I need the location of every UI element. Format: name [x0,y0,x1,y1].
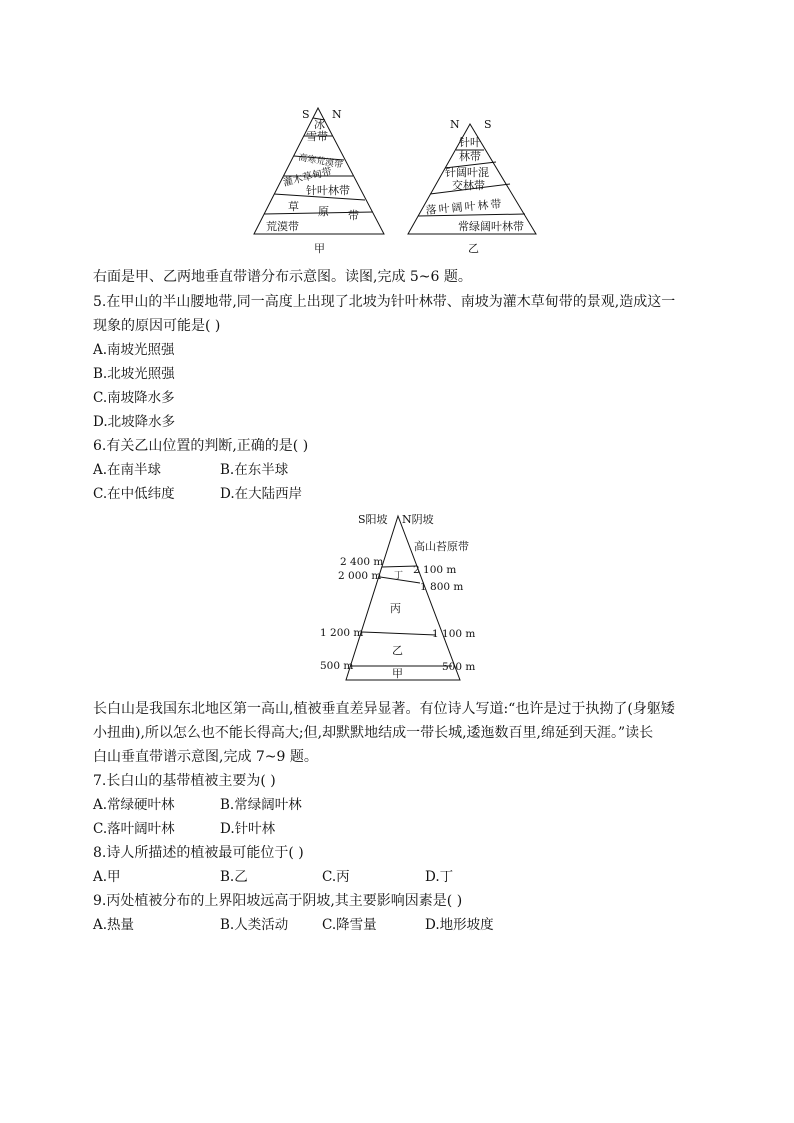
yi-zone-conifer-2: 林带 [459,150,481,163]
intro-7-9-line3: 白山垂直带谱示意图,完成 7~9 题。 [93,749,318,765]
q9-stem: 9.丙处植被分布的上界阳坡远高于阴坡,其主要影响因素是( ) [93,893,463,909]
jia-n-label: N [332,108,342,121]
intro-5-6: 右面是甲、乙两地垂直带谱分布示意图。读图,完成 5~6 题。 [93,269,472,285]
q5-stem-line2: 现象的原因可能是( ) [93,318,221,334]
changbai-zone-ding: 丁 [394,571,404,581]
q8-option-a[interactable]: A.甲 [93,869,121,885]
right-alt-2100: 2 100 m [413,564,457,576]
q6-option-c[interactable]: C.在中低纬度 [93,486,175,502]
jia-zone-desert: 荒漠带 [266,220,299,233]
jia-zone-shrub-meadow: 灌木草甸带 [282,166,334,189]
changbai-top-zone: 高山苔原带 [414,540,469,553]
left-alt-1200: 1 200 m [320,627,364,639]
left-alt-500: 500 m [320,660,354,672]
yi-zone-evergreen: 常绿阔叶林带 [458,220,524,233]
q6-option-b[interactable]: B.在东半球 [220,462,289,478]
right-alt-1100: 1 100 m [432,628,476,640]
q9-option-a[interactable]: A.热量 [93,917,135,933]
jia-zone-alpine-desert: 高寒荒漠带 [297,153,344,171]
figure-vertical-zones-jia-yi [240,100,560,260]
changbai-n-label: N阴坡 [402,513,434,526]
changbai-s-label: S阳坡 [358,513,388,526]
yi-caption: 乙 [468,242,479,255]
left-alt-2400: 2 400 m [340,556,384,568]
right-alt-500: 500 m [442,661,476,673]
left-alt-2000: 2 000 m [338,570,382,582]
jia-zone-grass-2: 原 [318,205,329,218]
q8-option-d[interactable]: D.丁 [425,869,454,885]
changbai-zone-bing: 丙 [390,602,401,615]
yi-zone-deciduous: 落叶阔叶林带 [425,197,504,217]
intro-7-9-line2: 小扭曲),所以怎么也不能长得高大;但,却默默地结成一带长城,逶迤数百里,绵延到天涯。”读长 [93,725,654,741]
jia-caption: 甲 [314,242,325,255]
q5-option-b[interactable]: B.北坡光照强 [93,366,175,382]
q6-stem: 6.有关乙山位置的判断,正确的是( ) [93,438,309,454]
figure-changbai-vertical-zones [310,508,490,688]
q5-option-c[interactable]: C.南坡降水多 [93,390,175,406]
q8-stem: 8.诗人所描述的植被最可能位于( ) [93,845,304,861]
jia-zone-grass-3: 带 [348,209,359,222]
q9-option-d[interactable]: D.地形坡度 [425,917,494,933]
q7-option-c[interactable]: C.落叶阔叶林 [93,821,175,837]
q6-option-d[interactable]: D.在大陆西岸 [220,486,303,502]
intro-7-9-line1: 长白山是我国东北地区第一高山,植被垂直差异显著。有位诗人写道:“也许是过于执拗了(身躯矮 [93,701,675,717]
yi-n-label: N [450,118,460,131]
yi-zone-mixed-2: 交林带 [452,179,485,192]
jia-s-label: S [302,108,310,121]
changbai-zone-yi: 乙 [392,644,403,657]
yi-s-label: S [484,118,492,131]
q9-option-c[interactable]: C.降雪量 [322,917,377,933]
q6-option-a[interactable]: A.在南半球 [93,462,162,478]
q7-option-a[interactable]: A.常绿硬叶林 [93,797,175,813]
q5-stem-line1: 5.在甲山的半山腰地带,同一高度上出现了北坡为针叶林带、南坡为灌木草甸带的景观,造成这一 [93,294,676,310]
q8-option-b[interactable]: B.乙 [220,869,248,885]
q5-option-d[interactable]: D.北坡降水多 [93,414,176,430]
jia-zone-conifer: 针叶林带 [306,184,350,197]
right-alt-1800: 1 800 m [420,581,464,593]
jia-zone-snow: 雪带 [306,130,328,143]
yi-zone-conifer-1: 针叶 [459,136,481,149]
q7-option-b[interactable]: B.常绿阔叶林 [220,797,302,813]
q5-option-a[interactable]: A.南坡光照强 [93,342,175,358]
q8-option-c[interactable]: C.丙 [322,869,350,885]
changbai-zone-jia: 甲 [392,667,403,680]
q9-option-b[interactable]: B.人类活动 [220,917,289,933]
yi-zone-mixed-1: 针阔叶混 [445,166,489,179]
q7-option-d[interactable]: D.针叶林 [220,821,276,837]
jia-zone-grass-1: 草 [288,200,299,213]
q7-stem: 7.长白山的基带植被主要为( ) [93,773,276,789]
jia-zone-ice: 冰 [314,118,325,131]
